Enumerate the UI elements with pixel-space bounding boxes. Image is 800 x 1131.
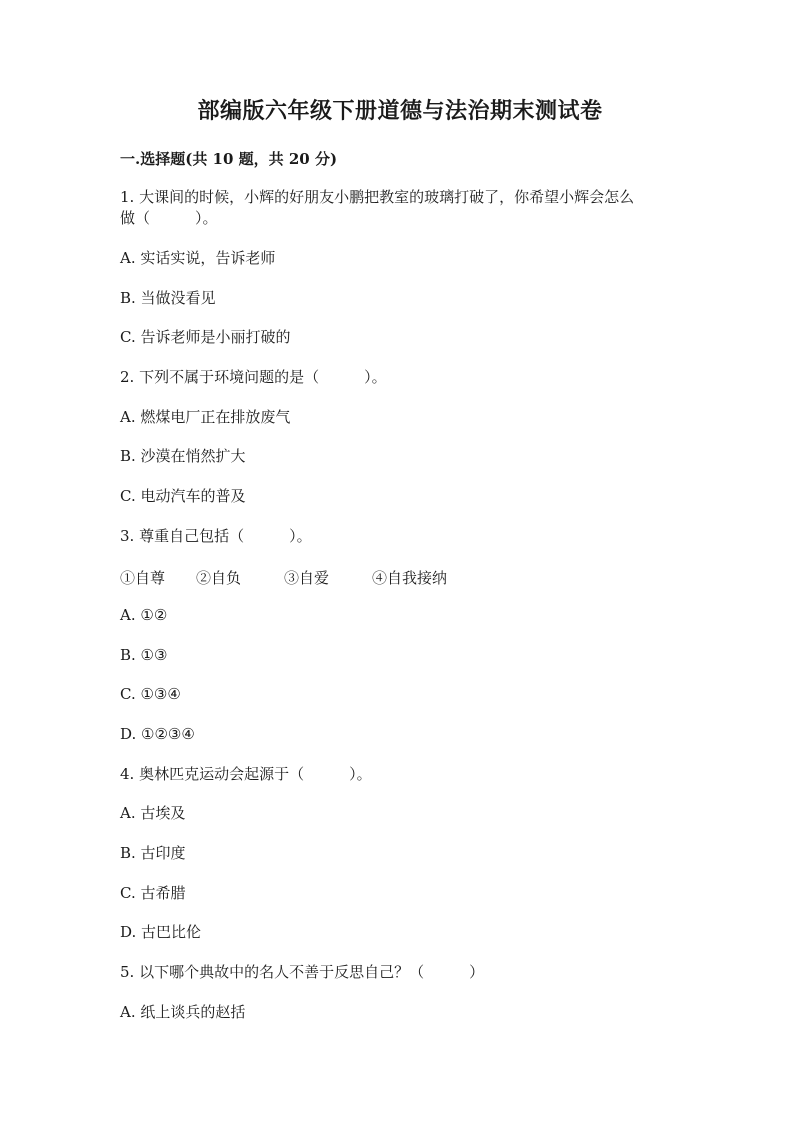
question-4-option-d: D. 古巴比伦	[120, 923, 202, 941]
question-4-option-a: A. 古埃及	[120, 804, 186, 822]
page-title: 部编版六年级下册道德与法治期末测试卷	[197, 98, 603, 124]
question-3-stem: 3. 尊重自己包括（ ）。	[120, 527, 312, 545]
question-2-option-a: A. 燃煤电厂正在排放废气	[120, 408, 291, 426]
question-3-items	[120, 567, 447, 589]
question-1-option-a: A. 实话实说，告诉老师	[120, 249, 276, 267]
question-3-item-2: ②自负	[196, 569, 242, 587]
question-1-option-b: B. 当做没看见	[120, 289, 216, 307]
question-3-option-d: D. ①②③④	[120, 725, 195, 743]
question-3-item-3: ③自爱	[284, 569, 330, 587]
question-3-option-b: B. ①③	[120, 646, 168, 664]
question-1-option-c: C. 告诉老师是小丽打破的	[120, 328, 291, 346]
section-heading: 一.选择题(共 10 题，共 20 分)	[120, 150, 338, 168]
question-5-stem: 5. 以下哪个典故中的名人不善于反思自己？（ ）	[120, 963, 485, 981]
question-2-stem: 2. 下列不属于环境问题的是（ ）。	[120, 368, 387, 386]
question-2-option-b: B. 沙漠在悄然扩大	[120, 447, 246, 465]
question-3-item-1: ①自尊	[120, 569, 166, 587]
question-2-option-c: C. 电动汽车的普及	[120, 487, 246, 505]
question-3-item-4: ④自我接纳	[372, 569, 448, 587]
question-1-stem-line-2: 做（ ）。	[120, 209, 218, 227]
question-1-stem	[120, 187, 680, 229]
question-3-option-c: C. ①③④	[120, 685, 181, 703]
question-4-option-b: B. 古印度	[120, 844, 186, 862]
question-3-option-a: A. ①②	[120, 606, 168, 624]
question-4-option-c: C. 古希腊	[120, 884, 186, 902]
question-4-stem: 4. 奥林匹克运动会起源于（ ）。	[120, 765, 372, 783]
question-1-stem-line-1: 1. 大课间的时候，小辉的好朋友小鹏把教室的玻璃打破了，你希望小辉会怎么	[120, 188, 635, 206]
question-5-option-a: A. 纸上谈兵的赵括	[120, 1003, 246, 1021]
